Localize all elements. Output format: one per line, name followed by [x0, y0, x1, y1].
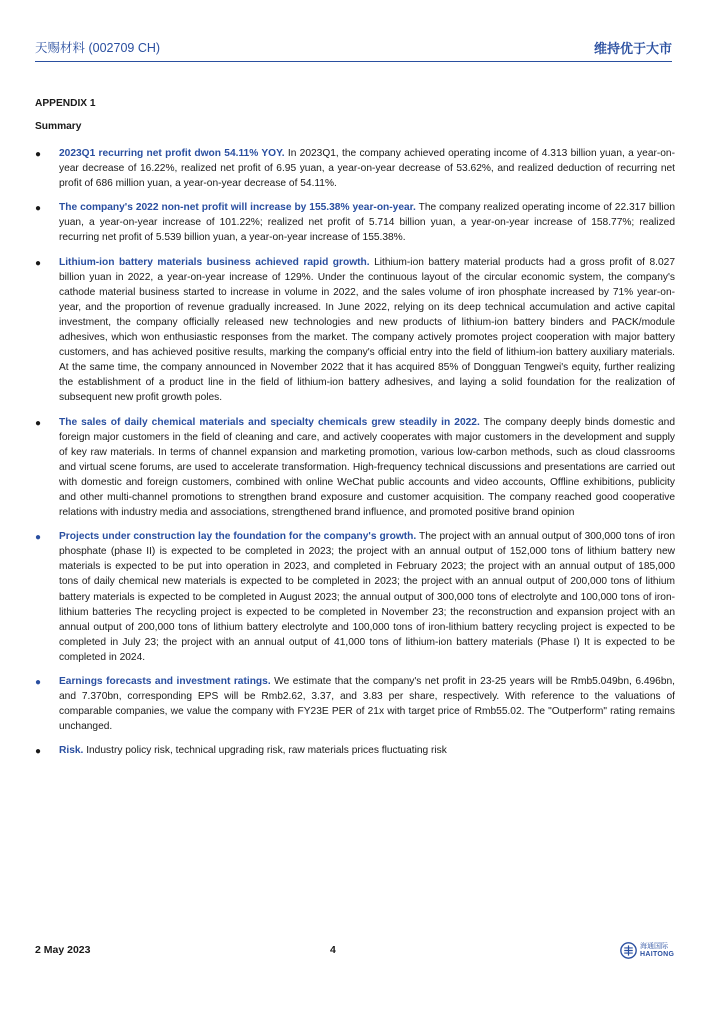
- logo-en-text: HAITONG: [640, 951, 675, 958]
- footer-date: 2 May 2023: [35, 944, 91, 956]
- bullet-icon: ●: [35, 203, 42, 215]
- bullet-icon: ●: [35, 417, 42, 429]
- bullet-icon: ●: [35, 149, 42, 160]
- list-item: [35, 255, 675, 406]
- rating-banner: 维持优于大市: [593, 41, 672, 56]
- bullet-text: The company realized operating income of 22.317 billion yuan, a year-on-year increase of 101.22%; realized net profit of 5.714 billion yuan, a year-on-year increase of 158.77%; realized recurring net profit of 5.539 billion yuan, a year-on-year increase of 155.38%.: [59, 202, 675, 244]
- bullet-icon: ●: [35, 677, 42, 688]
- bullet-icon: ●: [35, 532, 42, 544]
- logo-cn-text: 海通国际: [640, 943, 668, 950]
- bullet-text: Lithium-ion battery material products had a gross profit of 8.027 billion yuan in 2022, a year-on-year increase of 129%. Under the continuous layout of the circular economic system, the company's cathode material business started to increase in volume in 2022, and the sales volume of iron phosphate increased by 71% year-on-year, and the proportion of revenue gradually increased. In June 2022, relying on its deep technical accumulation and active capital investment, the company officially released new technologies and new products of lithium-ion battery binders and PACK/module adhesives, which won enthusiastic responses from the market. The company actively promotes project cooperation with major battery customers, and has achieved positive results, marking the company's official entry into the field of lithium-ion battery auxiliary materials. At the same time, the company announced in November 2022 that it has acquired 85% of Dongguan Tengwei's equity, further realizing the establishment of a product line in the field of lithium-ion battery adhesives, and laying a solid foundation for the realization of subsequent new profit growth poles.: [59, 256, 675, 404]
- header-divider: [35, 61, 672, 62]
- page-number: 4: [330, 944, 336, 956]
- summary-title: Summary: [35, 121, 82, 132]
- haitong-logo: [620, 941, 678, 963]
- bullet-lead: The sales of daily chemical materials and specialty chemicals grew steadily in 2022.: [59, 416, 480, 428]
- haitong-logo-icon: [620, 942, 637, 959]
- bullet-text: Industry policy risk, technical upgrading risk, raw materials prices fluctuating risk: [83, 745, 447, 757]
- section-title: APPENDIX 1: [35, 98, 96, 109]
- list-item: [35, 200, 675, 245]
- bullet-text: We estimate that the company's net profit in 23-25 years will be Rmb5.049bn, 6.496bn, and 7.370bn, corresponding EPS will be Rmb2.62, 3.37, and 3.83 per share, respectively. With reference to the valuations of comparable companies, we value the company with FY23E PER of 21x with target price of Rmb55.02. The "Outperform" rating remains unchanged.: [59, 676, 676, 733]
- bullet-lead: 2023Q1 recurring net profit dwon 54.11% YOY.: [59, 148, 285, 159]
- list-item: [35, 674, 675, 734]
- bullet-lead: Earnings forecasts and investment ratings.: [59, 676, 271, 687]
- bullet-lead: The company's 2022 non-net profit will increase by 155.38% year-on-year.: [59, 202, 416, 214]
- bullet-lead: Risk.: [59, 745, 84, 757]
- list-item: [35, 146, 675, 191]
- bullet-text: The project with an annual output of 300,000 tons of iron phosphate (phase II) is expected to be completed in 2023; the project with an annual output of 152,000 tons of lithium battery new materials is expected to be put into operation in 2023, and completed in February 2023; the project with an annual output of 185,000 tons of daily chemical new materials is expected to be completed in 2023; the project with an annual output of 200,000 tons of lithium battery materials is expected to be completed in August 2023; the annual output of 300,000 tons of electrolyte and 100,000 tons of iron-lithium batteries The recycling project is expected to be completed in November 23; the reconstruction and expansion project with an annual output of 200,000 tons of lithium battery electrolyte and 100,000 tons of iron-lithium battery recycling project is expected to be completed in July 23; the project with an annual output of 41,000 tons of lithium-ion battery materials (Phase I) It is expected to be completed in 2024.: [59, 531, 675, 663]
- page-header: [35, 38, 672, 62]
- company-ticker: 天赐材料 (002709 CH): [35, 41, 161, 55]
- summary-list: [35, 146, 675, 767]
- list-item: [35, 743, 675, 758]
- bullet-icon: ●: [35, 257, 42, 269]
- bullet-text: In 2023Q1, the company achieved operating income of 4.313 billion yuan, a year-on-year decrease of 16.22%, realized net profit of 6.95 yuan, a year-on-year decrease of 53.62%, and realized deduction of recurring net profit of 686 million yuan, a year-on-year decrease of 54.11%.: [59, 148, 675, 190]
- bullet-lead: Projects under construction lay the foundation for the company's growth.: [59, 531, 417, 543]
- list-item: [35, 415, 675, 521]
- bullet-lead: Lithium-ion battery materials business achieved rapid growth.: [59, 256, 370, 268]
- bullet-icon: ●: [35, 746, 42, 758]
- bullet-text: The company deeply binds domestic and foreign major customers in the field of cleaning and care, and actively cooperates with major customers in the development and supply of key raw materials. In terms of channel expansion and marketing promotion, various low-carbon methods, such as cloud classrooms and virtual scene forums, are used to accelerate transformation. High-frequency technical discussions and presentations are carried out with domestic and foreign customers, combined with online WeChat public accounts and video accounts, Offline exhibitions, publicity and other multi-channel promotions to strengthen brand exposure and customer acquisition. The company reached good cooperative relations with industry media and associations, strengthened brand influence, and promoted positive brand opinion: [59, 416, 675, 519]
- list-item: [35, 529, 675, 665]
